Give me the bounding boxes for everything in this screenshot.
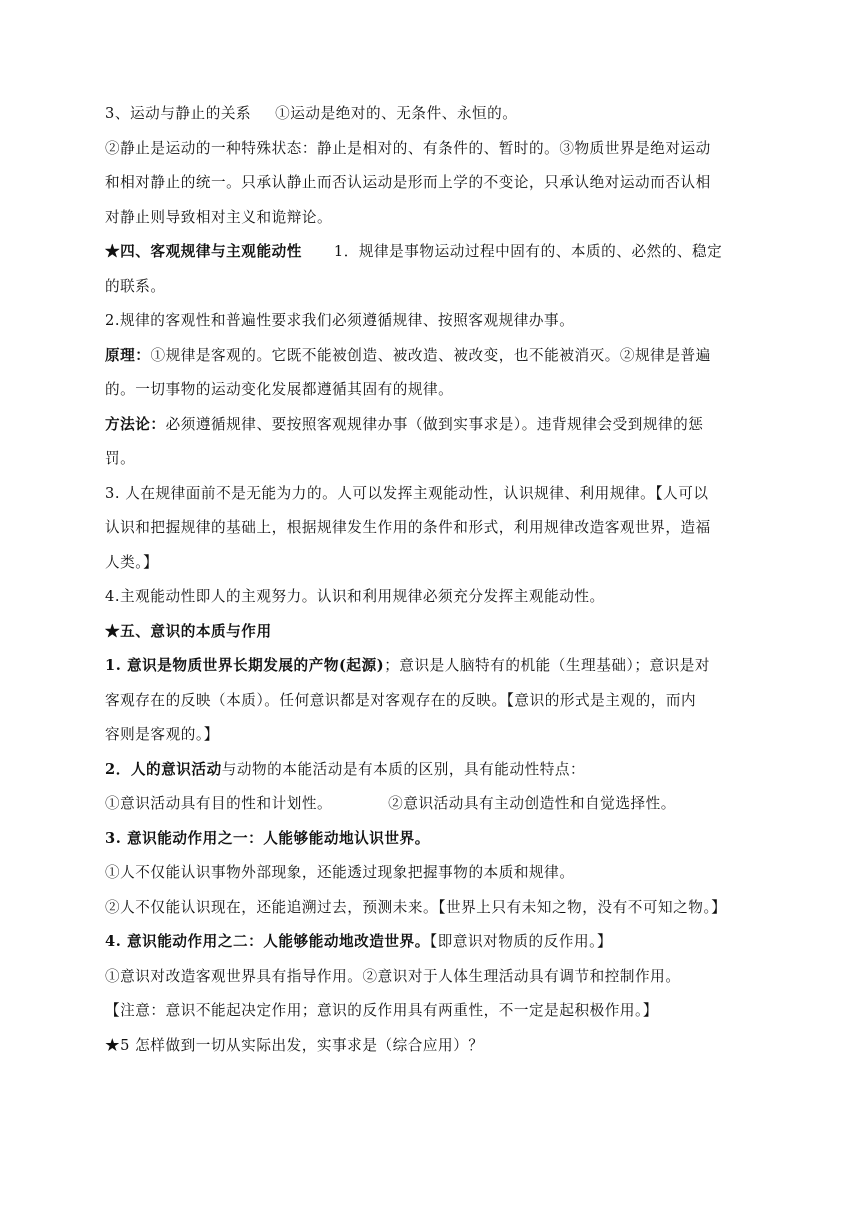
bold-phrase: 1. 意识是物质世界长期发展的产物(起源) [105, 657, 385, 674]
paragraph-line: 4.主观能动性即人的主观努力。认识和利用规律必须充分发挥主观能动性。 [105, 588, 605, 605]
methodology-label: 方法论： [105, 415, 166, 433]
paragraph-line: 的联系。 [105, 277, 166, 295]
paragraph-line: 3. 人在规律面前不是无能为力的。人可以发挥主观能动性，认识规律、利用规律。【人可以 [105, 484, 709, 502]
paragraph-text: 【即意识对物质的反作用。】 [429, 933, 613, 950]
point-text: ①运动是绝对的、无条件、永恒的。 [275, 105, 518, 122]
paragraph-line: ②静止是运动的一种特殊状态：静止是相对的、有条件的、暂时的。③物质世界是绝对运动 [105, 139, 711, 157]
section-heading: ★五、意识的本质与作用 [105, 622, 272, 640]
paragraph-line: 人类。】 [105, 553, 159, 571]
paragraph-line: 认识和把握规律的基础上，根据规律发生作用的条件和形式，利用规律改造客观世界，造福 [105, 519, 711, 536]
paragraph-line: 罚。 [105, 450, 136, 467]
subheading: 4. 意识能动作用之二：人能够能动地改造世界。 [105, 933, 430, 950]
section-heading: ★四、客观规律与主观能动性 [105, 243, 302, 260]
paragraph-text: ①规律是客观的。它既不能被创造、被改造、被改变，也不能被消灭。②规律是普遍 [150, 346, 711, 364]
paragraph-line [105, 756, 760, 784]
paragraph-line: 2.规律的客观性和普遍性要求我们必须遵循规律、按照客观规律办事。 [105, 312, 575, 329]
paragraph-line [105, 652, 760, 680]
point-text: ②意识活动具有主动创造性和自觉选择性。 [388, 795, 676, 812]
document-body [105, 100, 760, 1060]
paragraph-line: ①人不仅能认识事物外部现象，还能透过现象把握事物的本质和规律。 [105, 864, 575, 881]
section-heading-line [105, 238, 760, 266]
paragraph-line [105, 790, 760, 818]
methodology-line [105, 411, 760, 439]
paragraph-line: ②人不仅能认识现在，还能追溯过去，预测未来。【世界上只有未知之物，没有不可知之物。】 [105, 898, 727, 916]
paragraph-line [105, 100, 760, 128]
paragraph-line [105, 928, 760, 956]
paragraph-line: 客观存在的反映（本质）。任何意识都是对客观存在的反映。【意识的形式是主观的，而内 [105, 691, 697, 709]
paragraph-line: 容则是客观的。】 [105, 726, 219, 743]
paragraph-line: 和相对静止的统一。只承认静止而否认运动是形而上学的不变论，只承认绝对运动而否认相 [105, 174, 711, 191]
principle-label: 原理： [105, 346, 151, 364]
paragraph-line: ①意识对改造客观世界具有指导作用。②意识对于人体生理活动具有调节和控制作用。 [105, 967, 681, 985]
paragraph-text: 1．规律是事物运动过程中固有的、本质的、必然的、稳定 [333, 243, 723, 260]
subheading: 3. 意识能动作用之一：人能够能动地认识世界。 [105, 829, 430, 847]
section-label: 3、运动与静止的关系 [105, 105, 252, 122]
paragraph-line: 的。一切事物的运动变化发展都遵循其固有的规律。 [105, 381, 454, 398]
bold-phrase: 2．人的意识活动 [105, 760, 222, 778]
paragraph-text: ；意识是人脑特有的机能（生理基础）；意识是对 [384, 657, 711, 674]
paragraph-line: ★5 怎样做到一切从实际出发，实事求是（综合应用）？ [105, 1036, 484, 1054]
paragraph-text: 与动物的本能活动是有本质的区别，具有能动性特点： [221, 760, 586, 778]
paragraph-text: 必须遵循规律、要按照客观规律办事（做到实事求是）。违背规律会受到规律的惩 [165, 415, 704, 433]
note-line: 【注意：意识不能起决定作用；意识的反作用具有两重性，不一定是起积极作用。】 [105, 1002, 659, 1019]
paragraph-line: 对静止则导致相对主义和诡辩论。 [105, 208, 333, 226]
point-text: ①意识活动具有目的性和计划性。 [105, 795, 333, 812]
principle-line [105, 342, 760, 370]
